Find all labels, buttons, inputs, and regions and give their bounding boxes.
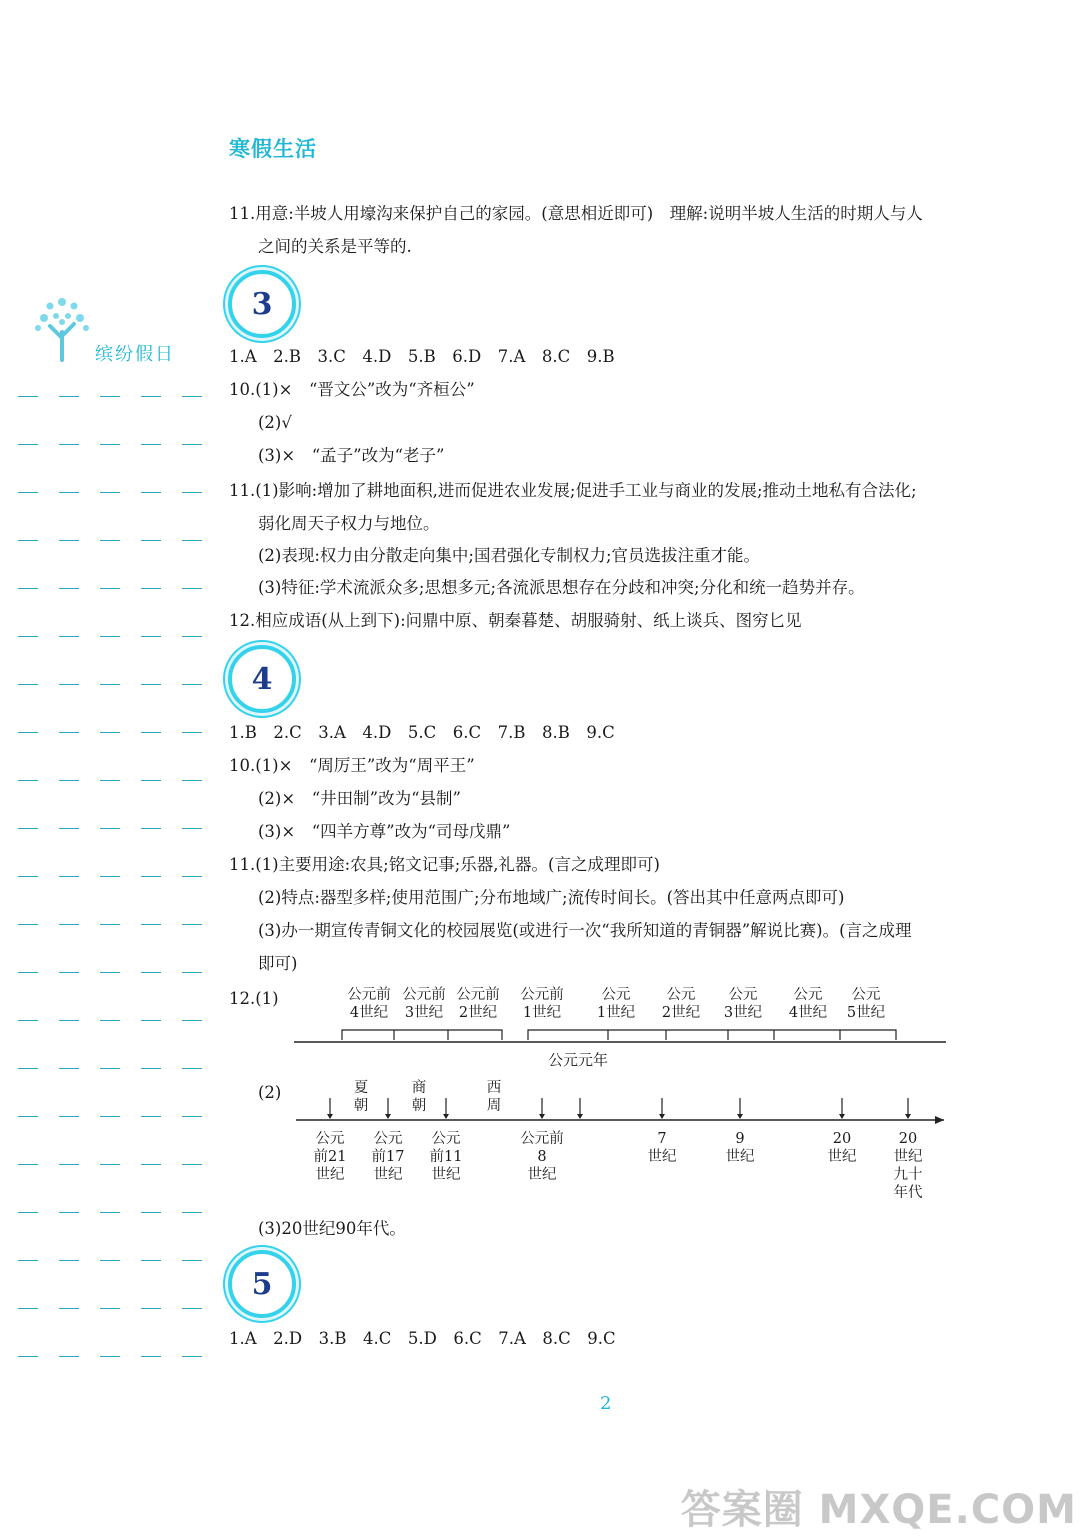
answer-line: 即可) bbox=[258, 954, 298, 973]
question-label: (2) bbox=[258, 1083, 282, 1102]
watermark: 答案圈 MXQE.COM bbox=[680, 1487, 1077, 1533]
timeline-2-date-label: 7 世纪 bbox=[647, 1131, 677, 1165]
timeline-1-label: 公元前 4世纪 bbox=[347, 987, 391, 1021]
answer-line: (2)√ bbox=[258, 413, 292, 432]
timeline-1-label: 公元 2世纪 bbox=[661, 987, 701, 1021]
answer-line: (3)20世纪90年代。 bbox=[258, 1219, 406, 1238]
answer-line: 12.相应成语(从上到下):问鼎中原、朝秦暮楚、胡服骑射、纸上谈兵、图穷匕见 bbox=[229, 611, 802, 630]
answer-line: 10.(1)× “周厉王”改为“周平王” bbox=[229, 756, 475, 775]
answer-line: (3)特征:学术流派众多;思想多元;各流派思想存在分歧和冲突;分化和统一趋势并存。 bbox=[258, 578, 865, 597]
timeline-1-label: 公元前 1世纪 bbox=[520, 987, 564, 1021]
answer-line: 1.A 2.D 3.B 4.C 5.D 6.C 7.A 8.C 9.C bbox=[229, 1329, 616, 1348]
timeline-1-label: 公元前 3世纪 bbox=[402, 987, 446, 1021]
answer-line: 弱化周天子权力与地位。 bbox=[258, 514, 440, 533]
sidebar-dash-row bbox=[18, 492, 203, 494]
sidebar-dash-row bbox=[18, 540, 203, 542]
sidebar-brand: 缤纷假日 bbox=[95, 344, 175, 365]
timeline-1-label: 公元 5世纪 bbox=[846, 987, 886, 1021]
timeline-2-date-label: 公元 前21 世纪 bbox=[313, 1131, 347, 1183]
question-label: 12.(1) bbox=[229, 989, 279, 1008]
sidebar-dash-row bbox=[18, 588, 203, 590]
sidebar-dash-row bbox=[18, 924, 203, 926]
sidebar-dash-row bbox=[18, 1260, 203, 1262]
text-line: 之间的关系是平等的. bbox=[258, 237, 412, 256]
answer-line: 11.(1)主要用途:农具;铭文记事;乐器,礼器。(言之成理即可) bbox=[229, 855, 660, 874]
page-number: 2 bbox=[600, 1393, 612, 1414]
timeline-1-label: 公元 4世纪 bbox=[788, 987, 828, 1021]
timeline-1-label: 公元前 2世纪 bbox=[456, 987, 500, 1021]
section-badge-5: 5 bbox=[228, 1250, 296, 1318]
sidebar-dash-row bbox=[18, 444, 203, 446]
sidebar-dash-row bbox=[18, 972, 203, 974]
section-badge-4: 4 bbox=[228, 645, 296, 713]
answer-line: 11.(1)影响:增加了耕地面积,进而促进农业发展;促进手工业与商业的发展;推动土地私有合法化; bbox=[229, 481, 917, 500]
answer-line: (3)× “四羊方尊”改为“司母戊鼎” bbox=[258, 822, 511, 841]
timeline-2-dynasty-label: 西 周 bbox=[486, 1080, 502, 1114]
timeline-2 bbox=[290, 1096, 955, 1130]
answer-line: (2)表现:权力由分散走向集中;国君强化专制权力;官员选拔注重才能。 bbox=[258, 546, 761, 565]
text-line: 11.用意:半坡人用壕沟来保护自己的家园。(意思相近即可) 理解:说明半坡人生活的时期人与人 bbox=[229, 204, 923, 223]
sidebar-dash-row bbox=[18, 1116, 203, 1118]
sidebar-dash-row bbox=[18, 1212, 203, 1214]
sidebar-dash-row bbox=[18, 780, 203, 782]
timeline-2-date-label: 20 世纪 九十 年代 bbox=[893, 1131, 923, 1201]
timeline-1-center-label: 公元元年 bbox=[548, 1051, 609, 1069]
timeline-2-date-label: 公元 前11 世纪 bbox=[429, 1131, 463, 1183]
timeline-1-label: 公元 3世纪 bbox=[723, 987, 763, 1021]
answer-line: (2)× “井田制”改为“县制” bbox=[258, 789, 461, 808]
sidebar-dash-row bbox=[18, 636, 203, 638]
timeline-1-label: 公元 1世纪 bbox=[596, 987, 636, 1021]
timeline-2-date-label: 公元前 8 世纪 bbox=[520, 1131, 564, 1183]
timeline-1 bbox=[290, 1024, 950, 1048]
answer-line: 1.B 2.C 3.A 4.D 5.C 6.C 7.B 8.B 9.C bbox=[229, 723, 615, 742]
section-badge-3: 3 bbox=[228, 270, 296, 338]
sidebar-dash-row bbox=[18, 1020, 203, 1022]
page-header-title: 寒假生活 bbox=[229, 137, 317, 161]
sidebar-dash-row bbox=[18, 684, 203, 686]
answer-line: (3)办一期宣传青铜文化的校园展览(或进行一次“我所知道的青铜器”解说比赛)。(言之成理 bbox=[258, 921, 912, 940]
sidebar-dash-row bbox=[18, 828, 203, 830]
timeline-2-date-label: 20 世纪 bbox=[827, 1131, 857, 1165]
sidebar-dash-row bbox=[18, 1356, 203, 1358]
sidebar-dash-row bbox=[18, 396, 203, 398]
sidebar-dash-row bbox=[18, 732, 203, 734]
tree-icon bbox=[30, 292, 94, 362]
answer-line: 1.A 2.B 3.C 4.D 5.B 6.D 7.A 8.C 9.B bbox=[229, 347, 615, 366]
answer-line: (3)× “孟子”改为“老子” bbox=[258, 446, 445, 465]
timeline-2-date-label: 9 世纪 bbox=[725, 1131, 755, 1165]
timeline-2-dynasty-label: 商 朝 bbox=[411, 1080, 427, 1114]
timeline-2-dynasty-label: 夏 朝 bbox=[353, 1080, 369, 1114]
answer-line: 10.(1)× “晋文公”改为“齐桓公” bbox=[229, 380, 475, 399]
timeline-2-date-label: 公元 前17 世纪 bbox=[371, 1131, 405, 1183]
answer-line: (2)特点:器型多样;使用范围广;分布地域广;流传时间长。(答出其中任意两点即可) bbox=[258, 888, 845, 907]
sidebar-dash-row bbox=[18, 1308, 203, 1310]
sidebar-dash-row bbox=[18, 876, 203, 878]
sidebar-dash-row bbox=[18, 1164, 203, 1166]
sidebar-dash-row bbox=[18, 1068, 203, 1070]
